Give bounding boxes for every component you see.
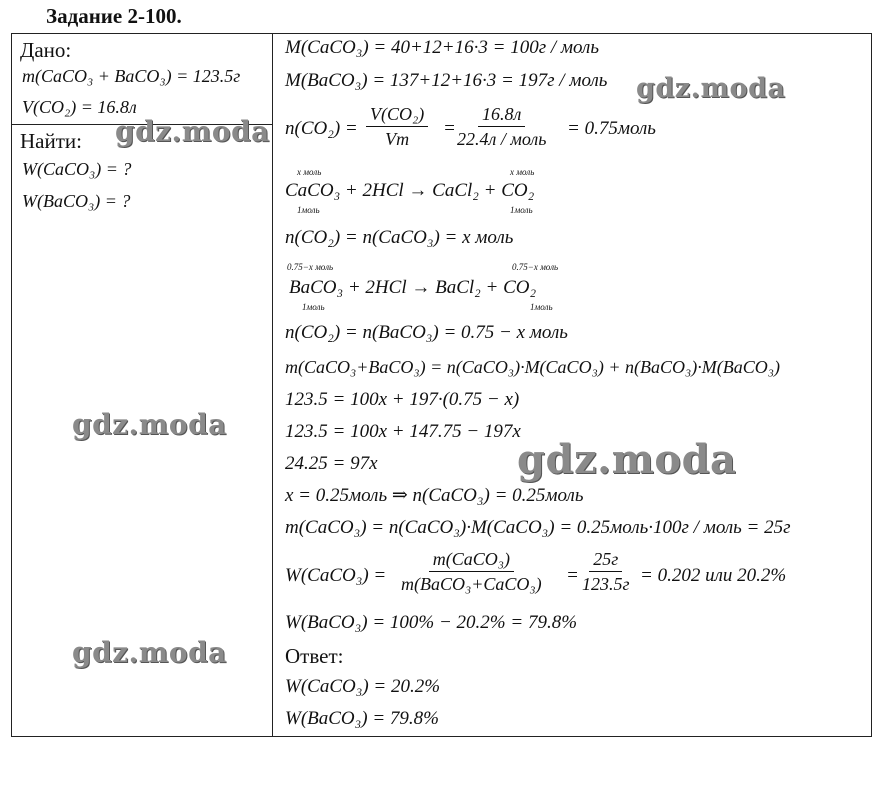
reaction2-equation: BaCO₃ + 2HCl → BaCl₂ + CO₂ bbox=[289, 277, 537, 298]
mass-sum-equation: m(CaCO₃+BaCO₃) = n(CaCO₃)·M(CaCO₃) + n(BaCO₃)·M(BaCO₃) bbox=[285, 357, 780, 377]
table-divider-vertical bbox=[272, 33, 273, 737]
reaction2-below-left: 1моль bbox=[302, 302, 325, 312]
fraction-numerator: V(CO₂) bbox=[366, 104, 428, 127]
reaction1-above-left: x моль bbox=[297, 167, 322, 177]
task-title: Задание 2-100. bbox=[46, 4, 182, 28]
fraction-mass-ratio bbox=[401, 549, 542, 595]
watermark-logo: gdz.moda bbox=[636, 73, 786, 104]
given-volume: V(CO₂) = 16.8л bbox=[22, 97, 137, 117]
fraction-denominator: Vm bbox=[385, 129, 410, 149]
answer-w-caco3: W(CaCO₃) = 20.2% bbox=[285, 676, 441, 697]
n-co2-caco3: n(CO₂) = n(CaCO₃) = x моль bbox=[285, 227, 514, 248]
given-mass: m(CaCO₃ + BaCO₃) = 123.5г bbox=[22, 66, 241, 86]
answer-header: Ответ: bbox=[285, 644, 344, 668]
w-caco3-result: = 0.202 или 20.2% bbox=[640, 565, 787, 586]
fraction-denominator: 22.4л / моль bbox=[457, 129, 547, 149]
equation-step-1: 123.5 = 100x + 197·(0.75 − x) bbox=[285, 389, 520, 410]
equation-step-3: 24.25 = 97x bbox=[285, 453, 378, 474]
reaction2-above-left: 0.75−x моль bbox=[287, 262, 334, 272]
reaction2-below-right: 1моль bbox=[530, 302, 553, 312]
fraction-v-over-vm bbox=[366, 104, 428, 150]
fraction-denominator: m(BaCO₃+CaCO₃) bbox=[401, 574, 542, 594]
reaction2-above-right: 0.75−x моль bbox=[512, 262, 559, 272]
watermark-logo: gdz.moda bbox=[115, 115, 270, 148]
find-w-caco3: W(CaCO₃) = ? bbox=[22, 159, 132, 179]
fraction-volume bbox=[457, 104, 546, 150]
watermark-logo: gdz.moda bbox=[72, 408, 227, 441]
reaction1-equation: CaCO₃ + 2HCl → CaCl₂ + CO₂ bbox=[285, 180, 535, 201]
equals-sign: = bbox=[443, 118, 456, 139]
equation-step-2: 123.5 = 100x + 147.75 − 197x bbox=[285, 421, 521, 442]
find-header: Найти: bbox=[20, 129, 82, 153]
watermark-logo: gdz.moda bbox=[517, 436, 737, 483]
fraction-numerator: m(CaCO₃) bbox=[429, 549, 514, 572]
fraction-numerator: 16.8л bbox=[478, 104, 525, 127]
fraction-denominator: 123.5г bbox=[582, 574, 630, 594]
molar-mass-caco3: M(CaCO₃) = 40+12+16·3 = 100г / моль bbox=[285, 37, 599, 58]
n-co2-result: = 0.75моль bbox=[567, 118, 656, 139]
fraction-numeric-ratio bbox=[582, 549, 630, 595]
x-solution: x = 0.25моль ⇒ n(CaCO₃) = 0.25моль bbox=[285, 485, 584, 506]
given-header: Дано: bbox=[20, 38, 72, 62]
reaction1-above-right: x моль bbox=[510, 167, 535, 177]
reaction1-below-right: 1моль bbox=[510, 205, 533, 215]
n-co2-baco3: n(CO₂) = n(BaCO₃) = 0.75 − x моль bbox=[285, 322, 568, 343]
fraction-numerator: 25г bbox=[589, 549, 622, 572]
answer-w-baco3: W(BaCO₃) = 79.8% bbox=[285, 708, 439, 729]
mass-caco3: m(CaCO₃) = n(CaCO₃)·M(CaCO₃) = 0.25моль·100г / моль = 25г bbox=[285, 517, 791, 538]
molar-mass-baco3: M(BaCO₃) = 137+12+16·3 = 197г / моль bbox=[285, 70, 608, 91]
w-caco3-label: W(CaCO₃) = bbox=[285, 565, 387, 586]
reaction1-below-left: 1моль bbox=[297, 205, 320, 215]
watermark-logo: gdz.moda bbox=[72, 636, 227, 669]
equals-sign: = bbox=[566, 565, 579, 586]
n-co2-label: n(CO₂) = bbox=[285, 118, 358, 139]
find-w-baco3: W(BaCO₃) = ? bbox=[22, 191, 131, 211]
w-baco3-calc: W(BaCO₃) = 100% − 20.2% = 79.8% bbox=[285, 612, 578, 633]
